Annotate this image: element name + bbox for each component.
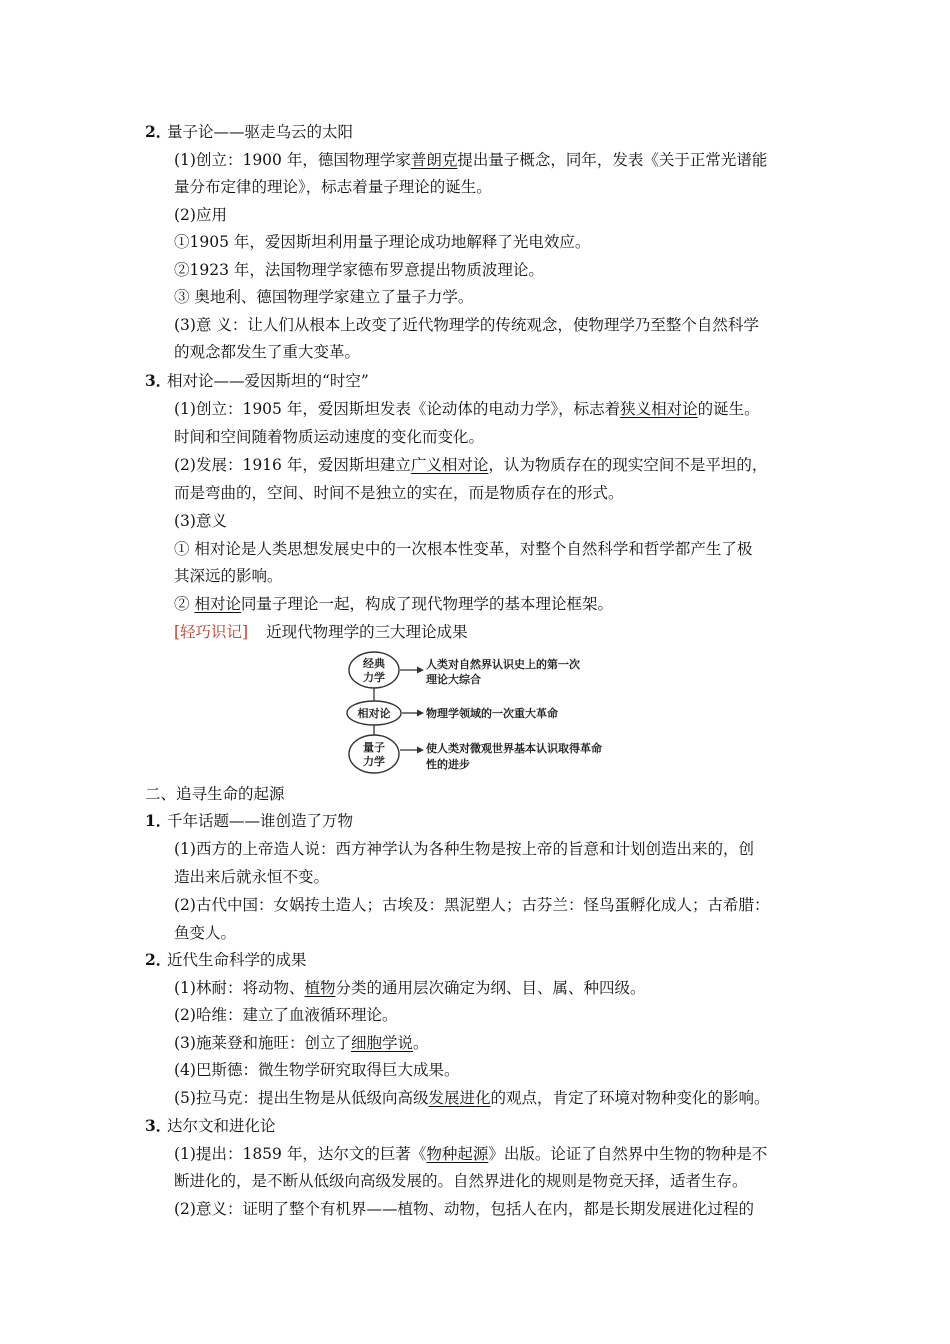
heading-quantum bbox=[145, 121, 353, 143]
arrow-head-icon bbox=[417, 747, 424, 754]
text-run: 》出版。论证了自然界中生物的物种是不 bbox=[488, 1145, 768, 1163]
paragraph-line: 量分布定律的理论》，标志着量子理论的诞生。 bbox=[174, 178, 492, 196]
paragraph-line: 造出来后就永恒不变。 bbox=[174, 868, 330, 886]
list-item: ②1923 年，法国物理学家德布罗意提出物质波理论。 bbox=[174, 261, 544, 279]
text-run: (1)提出：1859 年，达尔文的巨著《 bbox=[174, 1145, 427, 1163]
paragraph-line: 而是弯曲的，空间、时间不是独立的实在，而是物质存在的形式。 bbox=[174, 484, 624, 502]
heading-number: 1． bbox=[145, 811, 172, 830]
text-run: 分类的通用层次确定为纲、目、属、种四级。 bbox=[335, 979, 646, 997]
node-description: 使人类对微观世界基本认识取得革命 bbox=[426, 742, 602, 755]
text-run: (2)发展：1916 年，爱因斯坦建立 bbox=[174, 456, 411, 474]
underlined-keyword: 植物 bbox=[304, 979, 336, 997]
underlined-keyword: 狭义相对论 bbox=[620, 400, 698, 418]
paragraph-line bbox=[174, 398, 760, 420]
paragraph-line: 鱼变人。 bbox=[174, 924, 237, 942]
text-run: (1)林耐：将动物、 bbox=[174, 979, 305, 997]
paragraph-line: (2)意义：证明了整个有机界——植物、动物，包括人在内，都是长期发展进化过程的 bbox=[174, 1200, 754, 1218]
heading-number: 2． bbox=[145, 122, 172, 141]
text-run: 。 bbox=[412, 1034, 429, 1052]
text-run: (5)拉马克：提出生物是从低级向高级 bbox=[174, 1089, 429, 1107]
list-item: ③ 奥地利、德国物理学家建立了量子力学。 bbox=[174, 288, 474, 306]
paragraph-line: 断进化的，是不断从低级向高级发展的。自然界进化的规则是物竞天择，适者生存。 bbox=[174, 1172, 748, 1190]
paragraph-line: (1)西方的上帝造人说：西方神学认为各种生物是按上帝的旨意和计划创造出来的，创 bbox=[174, 840, 754, 858]
node-label: 经典 bbox=[363, 657, 385, 670]
heading-title: 达尔文和进化论 bbox=[167, 1117, 276, 1135]
paragraph-line bbox=[174, 454, 767, 476]
underlined-keyword: 发展进化 bbox=[428, 1089, 491, 1107]
node-label: 相对论 bbox=[357, 707, 391, 720]
physics-theories-diagram bbox=[345, 651, 635, 776]
list-item: (4)巴斯德：微生物学研究取得巨大成果。 bbox=[174, 1061, 460, 1079]
underlined-keyword: 普朗克 bbox=[410, 151, 458, 169]
paragraph-line: 时间和空间随着物质运动速度的变化而变化。 bbox=[174, 428, 485, 446]
node-description: 物理学领域的一次重大革命 bbox=[426, 707, 558, 720]
underlined-keyword: 细胞学说 bbox=[350, 1034, 413, 1052]
tip-tag: [轻巧识记] bbox=[174, 623, 249, 641]
part-title: 二、追寻生命的起源 bbox=[145, 785, 285, 803]
heading-number: 3． bbox=[145, 371, 172, 390]
heading-title: 千年话题——谁创造了万物 bbox=[167, 812, 354, 830]
heading-relativity bbox=[145, 370, 369, 392]
heading-number: 2． bbox=[145, 950, 172, 969]
heading-origin bbox=[145, 810, 353, 832]
text-run: (1)创立：1900 年，德国物理学家 bbox=[174, 151, 411, 169]
text-run: 提出量子概念，同年，发表《关于正常光谱能 bbox=[457, 151, 768, 169]
text-run: 同量子理论一起，构成了现代物理学的基本理论框架。 bbox=[240, 595, 613, 613]
text-run: (1)创立：1905 年，爱因斯坦发表《论动体的电动力学》，标志着 bbox=[174, 400, 621, 418]
paragraph-line: 其深远的影响。 bbox=[174, 567, 283, 585]
heading-number: 3． bbox=[145, 1116, 172, 1135]
list-item bbox=[174, 977, 646, 999]
list-item: (2)哈维：建立了血液循环理论。 bbox=[174, 1006, 398, 1024]
heading-darwin bbox=[145, 1115, 276, 1137]
list-item bbox=[174, 1087, 770, 1109]
heading-title: 量子论——驱走乌云的太阳 bbox=[167, 123, 354, 141]
node-label: 量子 bbox=[363, 741, 385, 754]
arrow-head-icon bbox=[417, 667, 424, 674]
text-run: ② bbox=[174, 595, 195, 613]
underlined-keyword: 物种起源 bbox=[426, 1145, 489, 1163]
node-label: 力学 bbox=[363, 671, 385, 684]
list-item: ①1905 年，爱因斯坦利用量子理论成功地解释了光电效应。 bbox=[174, 233, 591, 251]
node-description: 人类对自然界认识史上的第一次 bbox=[426, 658, 580, 671]
heading-title: 近代生命科学的成果 bbox=[167, 951, 307, 969]
arrow-head-icon bbox=[417, 710, 424, 717]
tip-text: 近现代物理学的三大理论成果 bbox=[266, 623, 468, 641]
paragraph-line: (3)意义 bbox=[174, 512, 227, 530]
text-run: (3)施莱登和施旺：创立了 bbox=[174, 1034, 351, 1052]
paragraph-line bbox=[174, 149, 767, 171]
node-description: 性的进步 bbox=[426, 758, 470, 771]
underlined-keyword: 广义相对论 bbox=[410, 456, 489, 474]
text-run: 的观点，肯定了环境对物种变化的影响。 bbox=[490, 1089, 770, 1107]
paragraph-line: 的观念都发生了重大变革。 bbox=[174, 343, 361, 361]
text-run: ，认为物质存在的现实空间不是平坦的， bbox=[488, 456, 768, 474]
node-label: 力学 bbox=[363, 755, 385, 768]
list-item bbox=[174, 593, 613, 615]
list-item bbox=[174, 1032, 429, 1054]
heading-title: 相对论——爱因斯坦的“时空” bbox=[167, 372, 369, 390]
underlined-keyword: 相对论 bbox=[194, 595, 241, 613]
node-description: 理论大综合 bbox=[426, 673, 481, 686]
memory-tip bbox=[174, 621, 468, 643]
list-item: ① 相对论是人类思想发展史中的一次根本性变革，对整个自然科学和哲学都产生了极 bbox=[174, 540, 753, 558]
paragraph-line: (2)应用 bbox=[174, 206, 227, 224]
paragraph-line bbox=[174, 1143, 767, 1165]
paragraph-line: (3)意 义：让人们从根本上改变了近代物理学的传统观念，使物理学乃至整个自然科学 bbox=[174, 316, 759, 334]
heading-modern-biology bbox=[145, 949, 307, 971]
paragraph-line: (2)古代中国：女娲抟土造人；古埃及：黑泥塑人；古芬兰：怪鸟蛋孵化成人；古希腊： bbox=[174, 896, 770, 914]
text-run: 的诞生。 bbox=[697, 400, 760, 418]
